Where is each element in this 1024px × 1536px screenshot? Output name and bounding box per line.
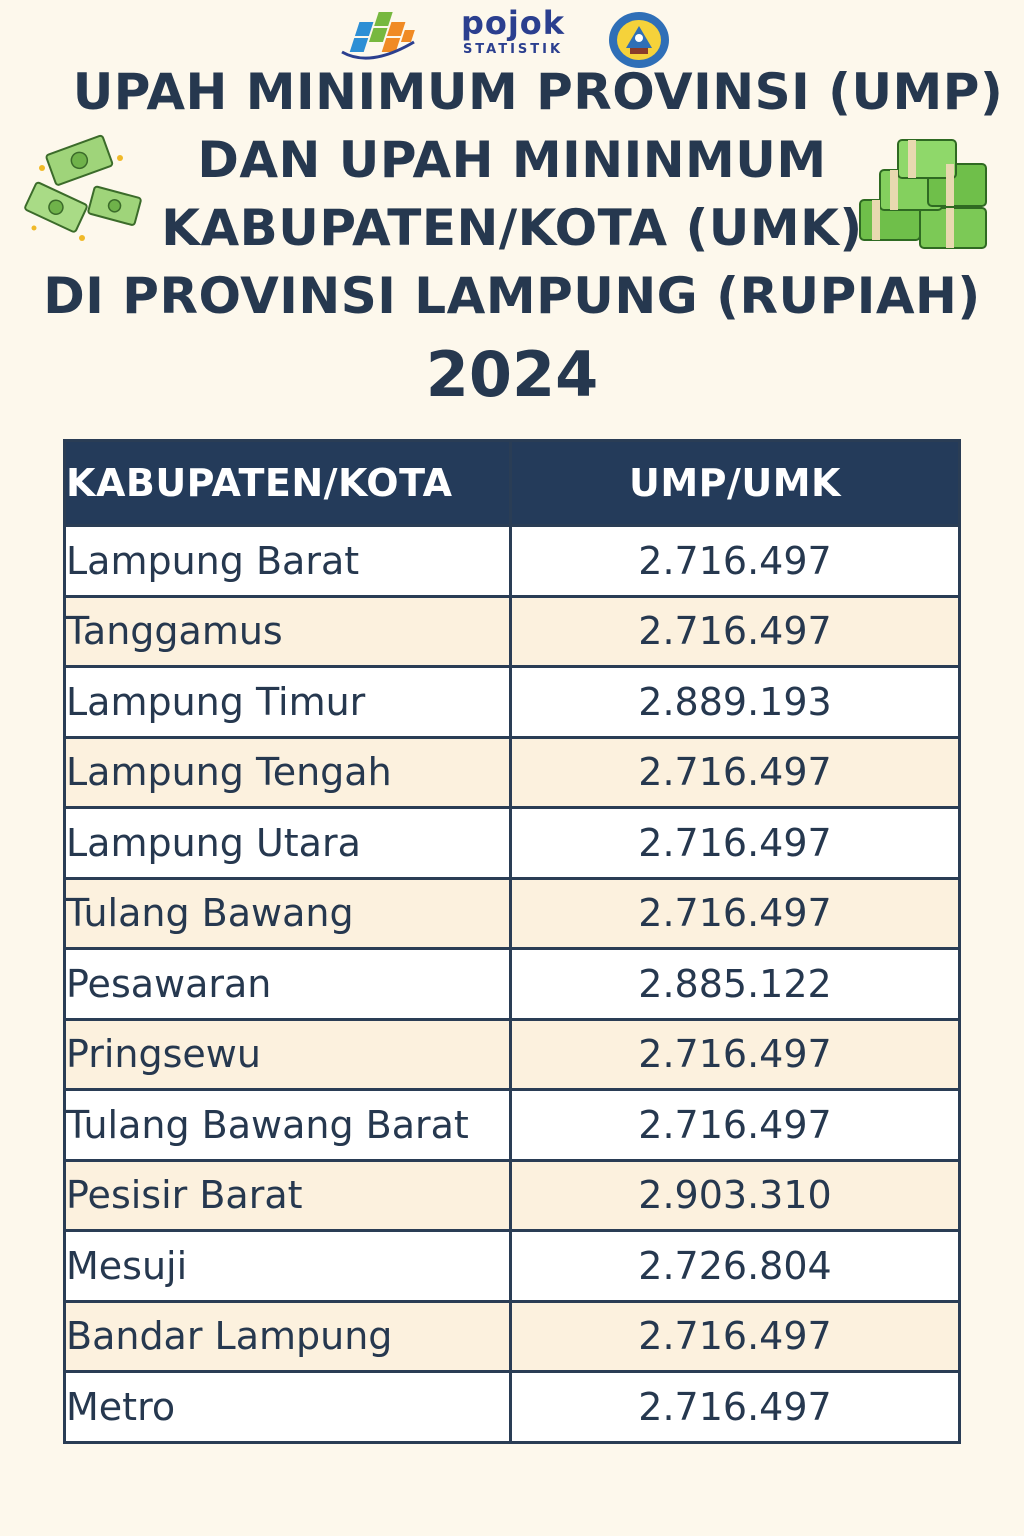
table-row [65,949,960,1020]
cell-region: Metro [65,1372,511,1443]
cell-region: Pesisir Barat [65,1160,511,1231]
pojok-statistik-logo [448,6,578,64]
table-row [65,1301,960,1372]
cell-value: 2.716.497 [511,1019,960,1090]
table-row [65,526,960,597]
table-row [65,737,960,808]
cell-value: 2.716.497 [511,526,960,597]
cell-value: 2.716.497 [511,1372,960,1443]
cell-value: 2.716.497 [511,808,960,879]
cell-value: 2.885.122 [511,949,960,1020]
cell-region: Lampung Utara [65,808,511,879]
title-year: 2024 [425,338,599,411]
table-row [65,1372,960,1443]
page-title [0,58,1024,418]
title-line-3: KABUPATEN/KOTA (UMK) [161,199,863,257]
header-region: KABUPATEN/KOTA [65,441,511,526]
header-value: UMP/UMK [511,441,960,526]
title-line-2: DAN UPAH MININMUM [197,131,827,189]
cell-region: Tulang Bawang [65,878,511,949]
table-row [65,1231,960,1302]
table-row [65,1090,960,1161]
table-row [65,667,960,738]
title-line-1: UPAH MINIMUM PROVINSI (UMP) [72,63,1004,121]
cell-region: Lampung Barat [65,526,511,597]
table-row [65,596,960,667]
table-row [65,1160,960,1231]
table-header-row [65,441,960,526]
cell-value: 2.716.497 [511,1301,960,1372]
cell-value: 2.716.497 [511,737,960,808]
cell-region: Tanggamus [65,596,511,667]
table-row [65,808,960,879]
cell-value: 2.716.497 [511,878,960,949]
cell-region: Mesuji [65,1231,511,1302]
cell-value: 2.716.497 [511,1090,960,1161]
wage-table-container [63,439,961,1444]
wage-table [63,439,961,1444]
title-line-4: DI PROVINSI LAMPUNG (RUPIAH) [43,267,981,325]
cell-region: Lampung Timur [65,667,511,738]
cell-region: Bandar Lampung [65,1301,511,1372]
cell-value: 2.726.804 [511,1231,960,1302]
cell-region: Pringsewu [65,1019,511,1090]
pojok-word: pojok [460,4,566,42]
cell-value: 2.889.193 [511,667,960,738]
cell-region: Lampung Tengah [65,737,511,808]
cell-value: 2.903.310 [511,1160,960,1231]
cell-value: 2.716.497 [511,596,960,667]
table-row [65,878,960,949]
pojok-sub: STATISTIK [462,42,564,57]
cell-region: Tulang Bawang Barat [65,1090,511,1161]
table-row [65,1019,960,1090]
cell-region: Pesawaran [65,949,511,1020]
